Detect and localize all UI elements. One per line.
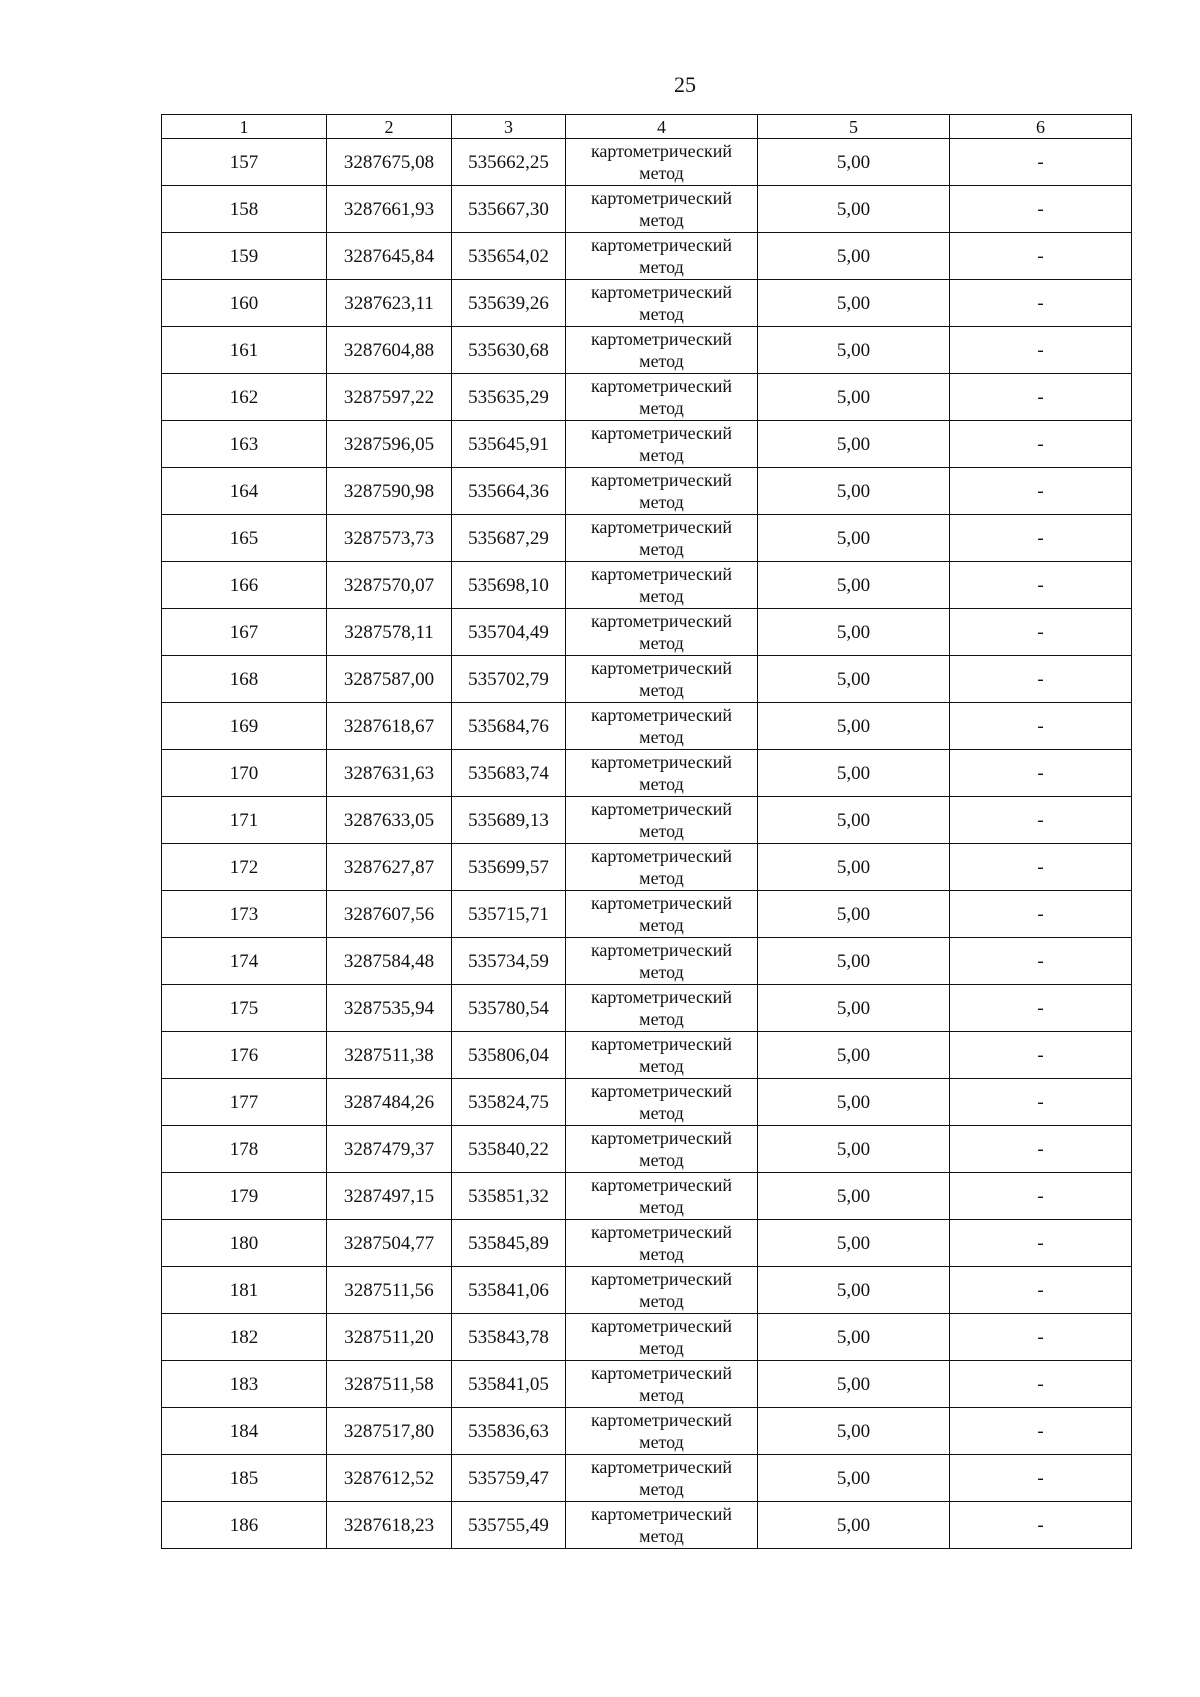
column-header-2: 2	[327, 115, 452, 139]
method-text-line-1: картометрический	[590, 282, 733, 302]
method-text-line-1: картометрический	[590, 329, 733, 349]
point-number-cell: 158	[162, 186, 327, 233]
accuracy-cell: 5,00	[758, 515, 950, 562]
y-coordinate-cell: 535654,02	[452, 233, 566, 280]
method-cell	[566, 468, 758, 515]
accuracy-cell: 5,00	[758, 374, 950, 421]
method-text-line-1: картометрический	[590, 1316, 733, 1336]
accuracy-cell: 5,00	[758, 327, 950, 374]
table-row	[162, 891, 1132, 938]
note-cell: -	[950, 1408, 1132, 1455]
table-row	[162, 1267, 1132, 1314]
method-text-line-2: метод	[639, 1291, 684, 1311]
method-cell	[566, 515, 758, 562]
header-row	[162, 115, 1132, 139]
method-text-line-2: метод	[639, 915, 684, 935]
note-cell: -	[950, 656, 1132, 703]
point-number-cell: 180	[162, 1220, 327, 1267]
method-text-line-1: картометрический	[590, 1363, 733, 1383]
method-text-line-1: картометрический	[590, 846, 733, 866]
method-text-line-1: картометрический	[590, 799, 733, 819]
point-number-cell: 173	[162, 891, 327, 938]
x-coordinate-cell: 3287578,11	[327, 609, 452, 656]
method-text-line-2: метод	[639, 1244, 684, 1264]
table-row	[162, 562, 1132, 609]
method-text-line-2: метод	[639, 586, 684, 606]
method-cell	[566, 139, 758, 186]
point-number-cell: 181	[162, 1267, 327, 1314]
method-cell	[566, 938, 758, 985]
method-text-line-1: картометрический	[590, 987, 733, 1007]
accuracy-cell: 5,00	[758, 186, 950, 233]
x-coordinate-cell: 3287511,56	[327, 1267, 452, 1314]
method-text-line-1: картометрический	[590, 470, 733, 490]
y-coordinate-cell: 535698,10	[452, 562, 566, 609]
method-text-line-2: метод	[639, 1479, 684, 1499]
x-coordinate-cell: 3287618,67	[327, 703, 452, 750]
x-coordinate-cell: 3287504,77	[327, 1220, 452, 1267]
method-cell	[566, 609, 758, 656]
method-text-line-1: картометрический	[590, 1222, 733, 1242]
table-row	[162, 1220, 1132, 1267]
note-cell: -	[950, 280, 1132, 327]
x-coordinate-cell: 3287627,87	[327, 844, 452, 891]
note-cell: -	[950, 468, 1132, 515]
table-row	[162, 233, 1132, 280]
y-coordinate-cell: 535683,74	[452, 750, 566, 797]
y-coordinate-cell: 535689,13	[452, 797, 566, 844]
accuracy-cell: 5,00	[758, 1126, 950, 1173]
method-text-line-2: метод	[639, 351, 684, 371]
accuracy-cell: 5,00	[758, 1361, 950, 1408]
x-coordinate-cell: 3287623,11	[327, 280, 452, 327]
method-text-line-1: картометрический	[590, 1081, 733, 1101]
method-text-line-1: картометрический	[590, 235, 733, 255]
table-row	[162, 280, 1132, 327]
table-row	[162, 1455, 1132, 1502]
point-number-cell: 168	[162, 656, 327, 703]
note-cell: -	[950, 891, 1132, 938]
table-row	[162, 1502, 1132, 1549]
method-cell	[566, 891, 758, 938]
column-header-1: 1	[162, 115, 327, 139]
x-coordinate-cell: 3287573,73	[327, 515, 452, 562]
y-coordinate-cell: 535841,05	[452, 1361, 566, 1408]
page-number: 25	[674, 72, 696, 97]
method-text-line-1: картометрический	[590, 1457, 733, 1477]
y-coordinate-cell: 535734,59	[452, 938, 566, 985]
method-cell	[566, 1408, 758, 1455]
column-header-5: 5	[758, 115, 950, 139]
y-coordinate-cell: 535702,79	[452, 656, 566, 703]
y-coordinate-cell: 535843,78	[452, 1314, 566, 1361]
table-row	[162, 938, 1132, 985]
table-row	[162, 139, 1132, 186]
accuracy-cell: 5,00	[758, 797, 950, 844]
accuracy-cell: 5,00	[758, 1032, 950, 1079]
accuracy-cell: 5,00	[758, 1408, 950, 1455]
point-number-cell: 182	[162, 1314, 327, 1361]
method-text-line-2: метод	[639, 1432, 684, 1452]
method-cell	[566, 1361, 758, 1408]
method-text-line-1: картометрический	[590, 1504, 733, 1524]
method-text-line-1: картометрический	[590, 1128, 733, 1148]
method-text-line-2: метод	[639, 633, 684, 653]
point-number-cell: 183	[162, 1361, 327, 1408]
method-text-line-2: метод	[639, 257, 684, 277]
note-cell: -	[950, 938, 1132, 985]
point-number-cell: 177	[162, 1079, 327, 1126]
y-coordinate-cell: 535639,26	[452, 280, 566, 327]
accuracy-cell: 5,00	[758, 562, 950, 609]
accuracy-cell: 5,00	[758, 703, 950, 750]
accuracy-cell: 5,00	[758, 1502, 950, 1549]
method-cell	[566, 280, 758, 327]
x-coordinate-cell: 3287511,58	[327, 1361, 452, 1408]
method-text-line-1: картометрический	[590, 940, 733, 960]
method-text-line-2: метод	[639, 868, 684, 888]
method-text-line-2: метод	[639, 1056, 684, 1076]
x-coordinate-cell: 3287590,98	[327, 468, 452, 515]
table-row	[162, 1173, 1132, 1220]
note-cell: -	[950, 421, 1132, 468]
method-cell	[566, 1220, 758, 1267]
method-text-line-1: картометрический	[590, 423, 733, 443]
note-cell: -	[950, 515, 1132, 562]
method-text-line-2: метод	[639, 1150, 684, 1170]
table-row	[162, 1314, 1132, 1361]
note-cell: -	[950, 1314, 1132, 1361]
method-text-line-2: метод	[639, 539, 684, 559]
method-text-line-2: метод	[639, 1385, 684, 1405]
accuracy-cell: 5,00	[758, 468, 950, 515]
method-cell	[566, 1173, 758, 1220]
point-number-cell: 167	[162, 609, 327, 656]
note-cell: -	[950, 1455, 1132, 1502]
method-text-line-2: метод	[639, 821, 684, 841]
method-cell	[566, 186, 758, 233]
note-cell: -	[950, 562, 1132, 609]
note-cell: -	[950, 327, 1132, 374]
method-text-line-1: картометрический	[590, 752, 733, 772]
method-text-line-1: картометрический	[590, 705, 733, 725]
x-coordinate-cell: 3287570,07	[327, 562, 452, 609]
accuracy-cell: 5,00	[758, 938, 950, 985]
method-text-line-1: картометрический	[590, 564, 733, 584]
y-coordinate-cell: 535841,06	[452, 1267, 566, 1314]
x-coordinate-cell: 3287497,15	[327, 1173, 452, 1220]
x-coordinate-cell: 3287661,93	[327, 186, 452, 233]
method-text-line-1: картометрический	[590, 1269, 733, 1289]
point-number-cell: 160	[162, 280, 327, 327]
method-cell	[566, 1314, 758, 1361]
accuracy-cell: 5,00	[758, 280, 950, 327]
accuracy-cell: 5,00	[758, 844, 950, 891]
method-cell	[566, 844, 758, 891]
point-number-cell: 159	[162, 233, 327, 280]
point-number-cell: 165	[162, 515, 327, 562]
table-row	[162, 327, 1132, 374]
accuracy-cell: 5,00	[758, 1220, 950, 1267]
x-coordinate-cell: 3287511,20	[327, 1314, 452, 1361]
coordinates-table	[161, 114, 1132, 1549]
note-cell: -	[950, 750, 1132, 797]
table-body	[162, 139, 1132, 1549]
table-row	[162, 703, 1132, 750]
method-cell	[566, 374, 758, 421]
note-cell: -	[950, 1361, 1132, 1408]
note-cell: -	[950, 1502, 1132, 1549]
table-row	[162, 421, 1132, 468]
method-cell	[566, 703, 758, 750]
method-text-line-1: картометрический	[590, 658, 733, 678]
accuracy-cell: 5,00	[758, 233, 950, 280]
method-cell	[566, 1267, 758, 1314]
point-number-cell: 157	[162, 139, 327, 186]
y-coordinate-cell: 535667,30	[452, 186, 566, 233]
column-header-6: 6	[950, 115, 1132, 139]
table-row	[162, 1126, 1132, 1173]
x-coordinate-cell: 3287596,05	[327, 421, 452, 468]
accuracy-cell: 5,00	[758, 139, 950, 186]
y-coordinate-cell: 535840,22	[452, 1126, 566, 1173]
method-text-line-1: картометрический	[590, 141, 733, 161]
x-coordinate-cell: 3287675,08	[327, 139, 452, 186]
note-cell: -	[950, 374, 1132, 421]
y-coordinate-cell: 535645,91	[452, 421, 566, 468]
accuracy-cell: 5,00	[758, 1173, 950, 1220]
y-coordinate-cell: 535806,04	[452, 1032, 566, 1079]
method-cell	[566, 562, 758, 609]
accuracy-cell: 5,00	[758, 609, 950, 656]
y-coordinate-cell: 535664,36	[452, 468, 566, 515]
y-coordinate-cell: 535630,68	[452, 327, 566, 374]
method-text-line-2: метод	[639, 1338, 684, 1358]
note-cell: -	[950, 797, 1132, 844]
y-coordinate-cell: 535704,49	[452, 609, 566, 656]
point-number-cell: 163	[162, 421, 327, 468]
method-cell	[566, 1455, 758, 1502]
note-cell: -	[950, 186, 1132, 233]
table-header	[162, 115, 1132, 139]
method-text-line-2: метод	[639, 210, 684, 230]
table-row	[162, 797, 1132, 844]
table-row	[162, 515, 1132, 562]
x-coordinate-cell: 3287584,48	[327, 938, 452, 985]
y-coordinate-cell: 535662,25	[452, 139, 566, 186]
y-coordinate-cell: 535635,29	[452, 374, 566, 421]
point-number-cell: 164	[162, 468, 327, 515]
y-coordinate-cell: 535845,89	[452, 1220, 566, 1267]
method-text-line-2: метод	[639, 962, 684, 982]
point-number-cell: 186	[162, 1502, 327, 1549]
table-row	[162, 1361, 1132, 1408]
x-coordinate-cell: 3287645,84	[327, 233, 452, 280]
method-text-line-1: картометрический	[590, 893, 733, 913]
note-cell: -	[950, 985, 1132, 1032]
note-cell: -	[950, 1173, 1132, 1220]
point-number-cell: 174	[162, 938, 327, 985]
point-number-cell: 171	[162, 797, 327, 844]
x-coordinate-cell: 3287597,22	[327, 374, 452, 421]
table-row	[162, 985, 1132, 1032]
table-row	[162, 750, 1132, 797]
method-cell	[566, 1079, 758, 1126]
method-cell	[566, 1032, 758, 1079]
method-cell	[566, 233, 758, 280]
method-text-line-2: метод	[639, 1009, 684, 1029]
note-cell: -	[950, 1126, 1132, 1173]
x-coordinate-cell: 3287631,63	[327, 750, 452, 797]
x-coordinate-cell: 3287618,23	[327, 1502, 452, 1549]
x-coordinate-cell: 3287479,37	[327, 1126, 452, 1173]
table-row	[162, 844, 1132, 891]
method-text-line-1: картометрический	[590, 611, 733, 631]
method-text-line-2: метод	[639, 680, 684, 700]
table-row	[162, 1079, 1132, 1126]
method-text-line-1: картометрический	[590, 517, 733, 537]
y-coordinate-cell: 535759,47	[452, 1455, 566, 1502]
point-number-cell: 170	[162, 750, 327, 797]
table-row	[162, 609, 1132, 656]
y-coordinate-cell: 535715,71	[452, 891, 566, 938]
method-text-line-1: картометрический	[590, 1410, 733, 1430]
y-coordinate-cell: 535824,75	[452, 1079, 566, 1126]
accuracy-cell: 5,00	[758, 750, 950, 797]
x-coordinate-cell: 3287612,52	[327, 1455, 452, 1502]
x-coordinate-cell: 3287535,94	[327, 985, 452, 1032]
point-number-cell: 184	[162, 1408, 327, 1455]
x-coordinate-cell: 3287604,88	[327, 327, 452, 374]
column-header-3: 3	[452, 115, 566, 139]
method-text-line-2: метод	[639, 727, 684, 747]
y-coordinate-cell: 535687,29	[452, 515, 566, 562]
note-cell: -	[950, 1079, 1132, 1126]
table-row	[162, 468, 1132, 515]
accuracy-cell: 5,00	[758, 891, 950, 938]
method-text-line-2: метод	[639, 1526, 684, 1546]
note-cell: -	[950, 139, 1132, 186]
note-cell: -	[950, 703, 1132, 750]
method-text-line-2: метод	[639, 492, 684, 512]
x-coordinate-cell: 3287511,38	[327, 1032, 452, 1079]
method-text-line-1: картометрический	[590, 188, 733, 208]
table-row	[162, 1032, 1132, 1079]
y-coordinate-cell: 535836,63	[452, 1408, 566, 1455]
method-text-line-2: метод	[639, 398, 684, 418]
x-coordinate-cell: 3287587,00	[327, 656, 452, 703]
method-text-line-2: метод	[639, 1197, 684, 1217]
point-number-cell: 185	[162, 1455, 327, 1502]
note-cell: -	[950, 844, 1132, 891]
accuracy-cell: 5,00	[758, 1455, 950, 1502]
method-text-line-2: метод	[639, 1103, 684, 1123]
point-number-cell: 169	[162, 703, 327, 750]
method-cell	[566, 656, 758, 703]
y-coordinate-cell: 535699,57	[452, 844, 566, 891]
method-cell	[566, 1126, 758, 1173]
point-number-cell: 166	[162, 562, 327, 609]
table-row	[162, 186, 1132, 233]
accuracy-cell: 5,00	[758, 421, 950, 468]
method-text-line-1: картометрический	[590, 376, 733, 396]
point-number-cell: 176	[162, 1032, 327, 1079]
method-text-line-2: метод	[639, 774, 684, 794]
table-row	[162, 1408, 1132, 1455]
note-cell: -	[950, 1267, 1132, 1314]
y-coordinate-cell: 535755,49	[452, 1502, 566, 1549]
point-number-cell: 175	[162, 985, 327, 1032]
method-cell	[566, 797, 758, 844]
method-cell	[566, 421, 758, 468]
method-text-line-1: картометрический	[590, 1034, 733, 1054]
note-cell: -	[950, 609, 1132, 656]
accuracy-cell: 5,00	[758, 1267, 950, 1314]
table-row	[162, 374, 1132, 421]
method-text-line-2: метод	[639, 445, 684, 465]
column-header-4: 4	[566, 115, 758, 139]
x-coordinate-cell: 3287633,05	[327, 797, 452, 844]
x-coordinate-cell: 3287517,80	[327, 1408, 452, 1455]
method-cell	[566, 1502, 758, 1549]
x-coordinate-cell: 3287484,26	[327, 1079, 452, 1126]
accuracy-cell: 5,00	[758, 1314, 950, 1361]
point-number-cell: 161	[162, 327, 327, 374]
point-number-cell: 162	[162, 374, 327, 421]
y-coordinate-cell: 535780,54	[452, 985, 566, 1032]
method-cell	[566, 327, 758, 374]
method-cell	[566, 985, 758, 1032]
y-coordinate-cell: 535851,32	[452, 1173, 566, 1220]
accuracy-cell: 5,00	[758, 656, 950, 703]
note-cell: -	[950, 233, 1132, 280]
method-text-line-2: метод	[639, 304, 684, 324]
y-coordinate-cell: 535684,76	[452, 703, 566, 750]
method-text-line-1: картометрический	[590, 1175, 733, 1195]
point-number-cell: 172	[162, 844, 327, 891]
note-cell: -	[950, 1220, 1132, 1267]
accuracy-cell: 5,00	[758, 985, 950, 1032]
point-number-cell: 179	[162, 1173, 327, 1220]
method-text-line-2: метод	[639, 163, 684, 183]
table-row	[162, 656, 1132, 703]
accuracy-cell: 5,00	[758, 1079, 950, 1126]
method-cell	[566, 750, 758, 797]
x-coordinate-cell: 3287607,56	[327, 891, 452, 938]
note-cell: -	[950, 1032, 1132, 1079]
point-number-cell: 178	[162, 1126, 327, 1173]
